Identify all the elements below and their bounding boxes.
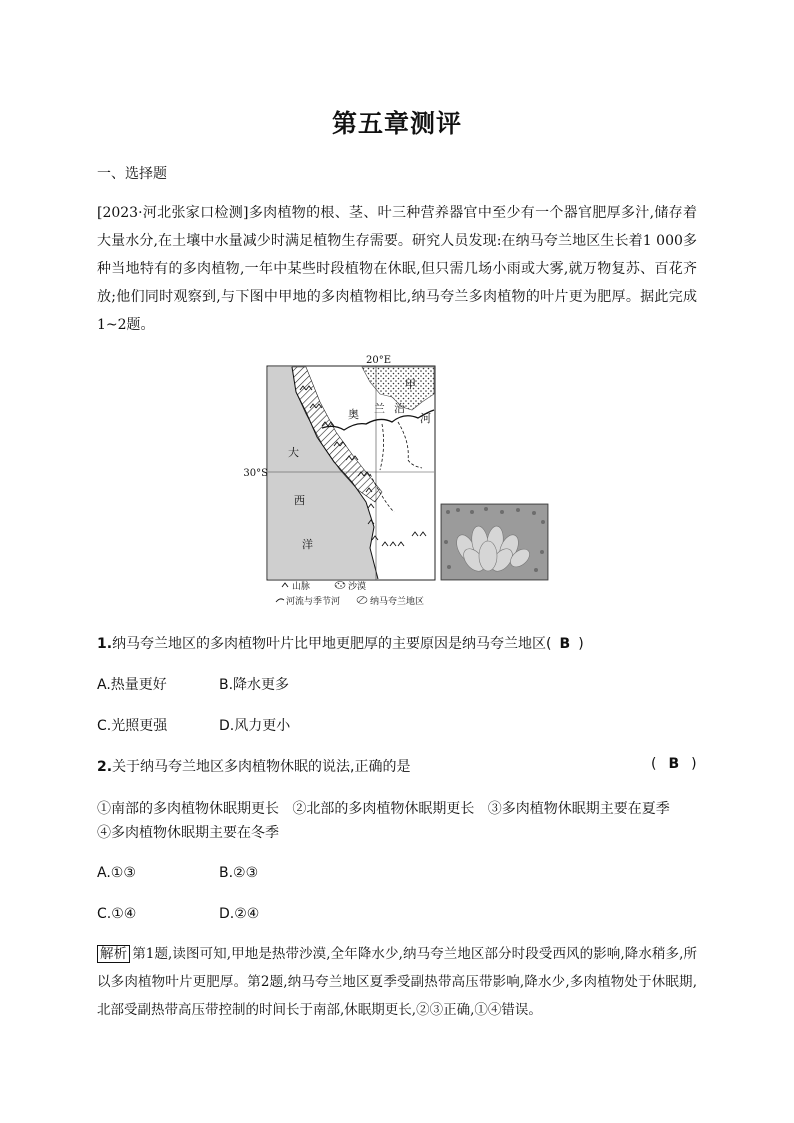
question-1 — [97, 633, 584, 653]
legend-region: 纳马夸兰地区 — [370, 597, 425, 607]
option-d: D.风力更小 — [219, 718, 291, 734]
answer-letter: B — [559, 636, 571, 652]
option-b: B.降水更多 — [219, 677, 290, 693]
question-text: 关于纳马夸兰地区多肉植物休眠的说法,正确的是 — [112, 759, 411, 775]
statements-line-2: ④多肉植物休眠期主要在冬季 — [97, 825, 279, 841]
river-char: 兰 — [374, 402, 385, 415]
page-title: 第五章测评 — [331, 109, 462, 138]
ocean-char: 洋 — [302, 538, 313, 551]
map-legend — [276, 580, 424, 607]
ocean-char: 大 — [288, 446, 299, 459]
river-char: 河 — [420, 412, 431, 425]
bracket-close: ) — [578, 636, 584, 652]
option-b: B.②③ — [219, 865, 259, 881]
bracket-close: ) — [691, 756, 697, 772]
jia-label: 甲 — [405, 378, 416, 391]
river-char: 奥 — [348, 408, 359, 421]
analysis-block — [97, 940, 697, 1024]
answer-bracket — [651, 756, 697, 772]
river-char: 治 — [394, 402, 405, 415]
statements-line-1: ①南部的多肉植物休眠期更长 ②北部的多肉植物休眠期更长 ③多肉植物休眠期主要在夏季 — [97, 801, 670, 817]
namaqualand-map — [243, 352, 552, 608]
option-c: C.①④ — [97, 906, 137, 922]
legend-desert: 沙漠 — [348, 582, 367, 592]
lon-label: 20°E — [366, 355, 392, 366]
answer-letter: B — [668, 756, 680, 772]
question-2 — [97, 756, 411, 776]
option-a: A.热量更好 — [97, 677, 167, 693]
analysis-text: 第1题,读图可知,甲地是热带沙漠,全年降水少,纳马夸兰地区部分时段受西风的影响,降水稍多,所以多肉植物叶片更肥厚。第2题,纳马夸兰地区夏季受副热带高压带影响,降水少,多肉植物处于休眠期,北部受副热带高压带控制的时间长于南部,休眠期更长,②③正确,①④错误。 — [97, 946, 698, 1018]
option-c: C.光照更强 — [97, 718, 168, 734]
legend-mountain: 山脉 — [292, 582, 311, 592]
succulent-photo — [441, 504, 548, 580]
ocean-char: 西 — [294, 494, 305, 507]
option-d: D.②④ — [219, 906, 260, 922]
intro-paragraph: [2023·河北张家口检测]多肉植物的根、茎、叶三种营养器官中至少有一个器官肥厚多汁,储存着大量水分,在土壤中水量减少时满足植物生存需要。研究人员发现:在纳马夸兰地区生长着1 000多种当地特有的多肉植物,一年中某些时段植物在休眠,但只需几场小雨或大雾,就万物复苏、百花齐放;他们同时观察到,与下图中甲地的多肉植物相比,纳马夸兰多肉植物的叶片更为肥厚。据此完成1~2题。 — [97, 205, 697, 333]
map-figure — [243, 352, 552, 608]
question-text: 纳马夸兰地区的多肉植物叶片比甲地更肥厚的主要原因是纳马夸兰地区( — [112, 636, 552, 652]
question-number: 1. — [97, 636, 113, 652]
question-number: 2. — [97, 759, 113, 775]
analysis-tag: 解析 — [97, 945, 130, 963]
option-a: A.①③ — [97, 865, 136, 881]
lat-label: 30°S — [243, 468, 268, 479]
legend-river: 河流与季节河 — [286, 597, 341, 607]
bracket-open: ( — [651, 756, 657, 772]
section-heading: 一、选择题 — [97, 166, 167, 182]
